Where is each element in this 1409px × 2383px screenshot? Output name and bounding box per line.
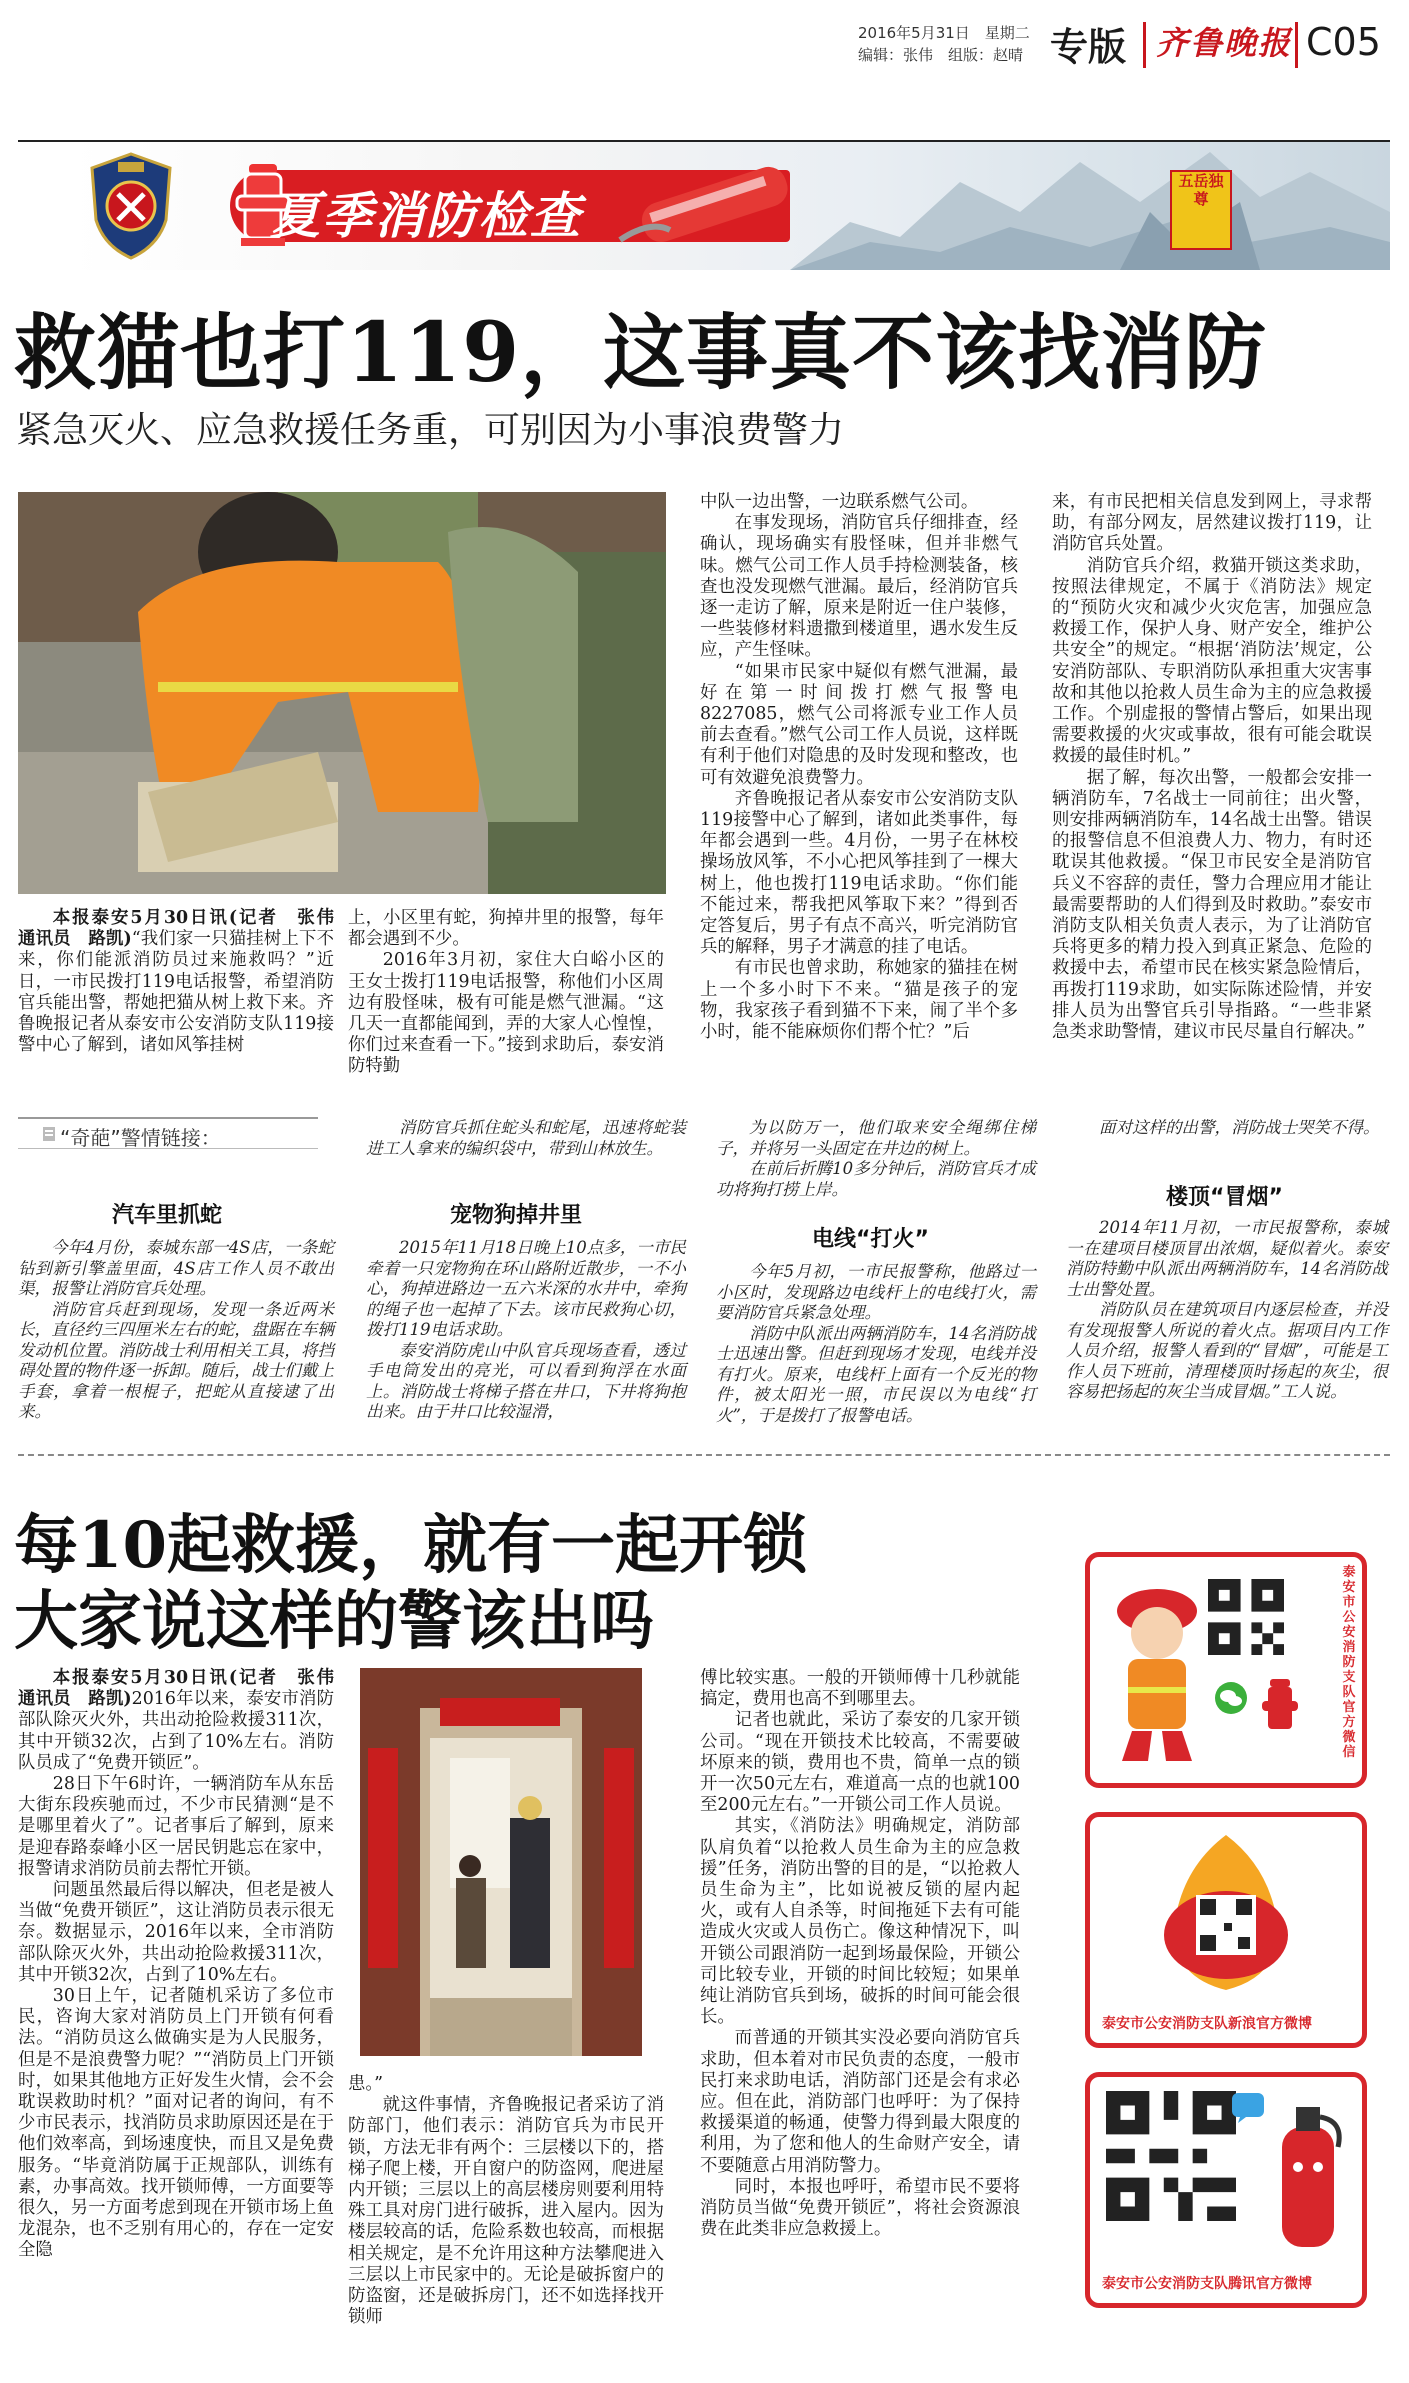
- mount-tai-illustration: [790, 142, 1390, 270]
- qr-code-icon: [1208, 1579, 1284, 1655]
- article1-paragraph: 中队一边出警，一边联系燃气公司。: [700, 492, 979, 512]
- sidebar-story-body: [1066, 1118, 1388, 1139]
- article1-column-3: [700, 492, 1018, 1043]
- sina-weibo-caption: 泰安市公安消防支队新浪官方微博: [1102, 2016, 1312, 2032]
- dateline: 本报泰安5月30日讯(记者 张伟 通讯员 路凯): [18, 1668, 352, 1710]
- sidebar-paragraph: 泰安消防虎山中队官兵现场查看，透过手电筒发出的亮光，可以看到狗浮在水面上。消防战士将梯子搭在井口，下井将狗抱出来。由于井口比较湿滑，: [366, 1340, 686, 1421]
- article2-body-text: 2016年以来，泰安市消防部队除灭火外，共出动抢险救援311次，其中开锁32次，占到了10%左右。消防队员成了“免费开锁匠”。: [18, 1689, 334, 1773]
- article1-column-1: [18, 908, 352, 1056]
- tencent-weibo-qr-card[interactable]: [1085, 2072, 1367, 2308]
- document-icon: [42, 1126, 56, 1142]
- article1-body-text: “我们家一只猫挂树上下不来，你们能派消防员过来施救吗？”近日，一市民拨打119电话报警，希望消防官兵能出警，帮她把猫从树上救下来。齐鲁晚报记者从泰安市公安消防支队119接警中心了解到，诸如风筝挂树: [18, 929, 334, 1056]
- article2-paragraph: 问题虽然最后得以解决，但老是被人当做“免费开锁匠”，这让消防员表示很无奈。数据显示，2016年以来，全市消防部队除灭火外，共出动抢险救援311次，其中开锁32次，占到了10%左右。: [18, 1880, 334, 1985]
- wechat-icon: [1214, 1681, 1248, 1715]
- wuyue-badge-text: 五岳独尊: [1178, 172, 1224, 208]
- sidebar-paragraph: 今年4月份，泰城东部一4S店，一条蛇钻到新引擎盖里面，4S店工作人员不敢出渠，报警让消防官兵处理。: [18, 1238, 334, 1298]
- article2-paragraph: 其实，《消防法》明确规定，消防部队肩负着“以抢救人员生命为主的应急救援”任务，消防出警的目的是，“以抢救人员生命为主”，比如说被反锁的屋内起火，或有人自杀等，时间拖延下去有可能造成火灾或人员伤亡。像这种情况下，叫开锁公司跟消防一起到场最保险，开锁公司比较专业，开锁的时间比较短；如果单纯让消防官兵到场，破拆的时间可能会很长。: [700, 1816, 1020, 2028]
- sidebar-paragraph: 今年5月初，一市民报警称，他路过一小区时，发现路边电线杆上的电线打火，需要消防官兵紧急处理。: [716, 1262, 1036, 1322]
- sidebar-paragraph: 消防官兵赶到现场，发现一条近两米长，直径约三四厘米左右的蛇，盘踞在车辆发动机位置。消防战士利用相关工具，将挡碍处置的物件逐一拆卸。随后，战士们戴上手套，拿着一根棍子，把蛇从直接逮了出来。: [18, 1299, 334, 1421]
- sidebar-paragraph: 在前后折腾10多分钟后，消防官兵才成功将狗打捞上岸。: [716, 1159, 1036, 1199]
- article2-paragraph: 28日下午6时许，一辆消防车从东岳大街东段疾驰而过，不少市民猜测“是不是哪里着火了”。记者事后了解到，原来是迎春路泰峰小区一居民钥匙忘在家中，报警请求消防员前去帮忙开锁。: [18, 1774, 334, 1879]
- sidebar-story-title: 汽车里抓蛇: [112, 1203, 223, 1228]
- article1-column-4: [1052, 492, 1372, 1043]
- article1-paragraph: 来，有市民把相关信息发到网上，寻求帮助，有部分网友，居然建议拨打119，让消防官兵处置。: [1052, 492, 1372, 555]
- qr-code-icon: [1106, 2091, 1236, 2221]
- sidebar-story-body: [18, 1238, 334, 1423]
- article2-paragraph: 患。”: [348, 2074, 383, 2094]
- sina-weibo-qr-card[interactable]: [1085, 1812, 1367, 2048]
- firefighter-rescue-photo: [18, 492, 666, 894]
- article1-paragraph: 据了解，每次出警，一般都会安排一辆消防车，7名战士一同前往；出火警，则安排两辆消防车，14名战士出警。错误的报警信息不但浪费人力、物力，有时还耽误其他救援。“保卫市民安全是消防官兵义不容辞的责任，警力合理应用才能让最需要帮助的人们得到及时救助。”泰安市消防支队相关负责人表示，为了让消防官兵将更多的精力投入到真正紧急、危险的救援中去，希望市民在核实紧急险情后，再拨打119求助，如实际陈述险情，并安排人员为出警官兵引导指路。“一些非紧急类求助警情，建议市民尽量自行解决。”: [1052, 767, 1372, 1043]
- article2-paragraph: 傅比较实惠。一般的开锁师傅十几秒就能搞定，费用也高不到哪里去。: [700, 1668, 1020, 1710]
- sidebar-label: “奇葩”警情链接：: [60, 1126, 221, 1150]
- article1-paragraph: 在事发现场，消防官兵仔细排查，经确认，现场确实有股怪味，但并非燃气味。燃气公司工作人员手持检测装备，核查也没发现燃气泄漏。最后，经消防官兵逐一走访了解，原来是附近一住户装修，一些装修材料遗撒到楼道里，遇水发生反应，产生怪味。: [700, 513, 1018, 661]
- dateline: 本报泰安5月30日讯(记者 张伟 通讯员 路凯): [18, 908, 352, 950]
- article2-headline-line1: 每10起救援，就有一起开锁: [14, 1508, 808, 1583]
- wechat-caption: 泰安市公安消防支队官方微信: [1342, 1565, 1356, 1760]
- page-number: C05: [1306, 20, 1381, 64]
- section-divider: [18, 1454, 1390, 1456]
- article1-paragraph: 消防官兵介绍，救猫开锁这类求助，按照法律规定，不属于《消防法》规定的“预防火灾和减少火灾危害，加强应急救援工作，保护人身、财产安全，维护公共安全”的规定。“根据‘消防法’规定，公安消防部队、专职消防队承担重大灾害事故和其他以抢救人员生命为主的应急救援工作。个别虚报的警情占警后，如果出现需要救援的火灾或事故，很有可能会耽误救援的最佳时机。”: [1052, 555, 1372, 767]
- fire-extinguisher-icon: [610, 160, 810, 252]
- section-banner: [70, 142, 1390, 270]
- article2-paragraph: 同时，本报也呼吁，希望市民不要将消防员当做“免费开锁匠”，将社会资源浪费在此类非应急救援上。: [700, 2176, 1020, 2240]
- weibo-logo-icon: [1126, 1825, 1326, 1995]
- article2-paragraph: 而普通的开锁其实没必要向消防官兵求助，但本着对市民负责的态度，一般市民打来求助电话，消防部门还是会有求必应。但在此，消防部门也呼吁：为了保持救援渠道的畅通，使警力得到最大限度的利用，为了您和他人的生命财产安全，请不要随意占用消防警力。: [700, 2028, 1020, 2176]
- section-label: 专版: [1050, 25, 1127, 69]
- banner-title: 夏季消防检查: [270, 187, 582, 245]
- issue-date: 2016年5月31日 星期二: [858, 24, 1030, 42]
- sidebar-paragraph: 2014年11月初，一市民报警称，泰城一在建项目楼顶冒出浓烟，疑似着火。泰安消防特勤中队派出两辆消防车，14名消防战士出警处置。: [1066, 1218, 1388, 1299]
- sidebar-story-body: [1066, 1218, 1388, 1403]
- article1-column-2: [348, 908, 664, 1078]
- masthead-divider: [1295, 22, 1298, 68]
- newspaper-name: 齐鲁晚报: [1156, 24, 1293, 62]
- fire-extinguisher-mascot-icon: [1268, 2097, 1348, 2267]
- sidebar-paragraph: 消防官兵抓住蛇头和蛇尾，迅速将蛇装进工人拿来的编织袋中，带到山林放生。: [366, 1118, 686, 1158]
- sidebar-paragraph: 面对这样的出警，消防战士哭笑不得。: [1099, 1118, 1380, 1137]
- article2-paragraph: 就这件事情，齐鲁晚报记者采访了消防部门，他们表示：消防官兵为市民开锁，方法无非有两个：三层楼以下的，搭梯子爬上楼，开自窗户的防盗网，爬进屋内开锁；三层以上的高层楼房则要利用特殊工具对房门进行破拆，进入屋内。因为楼层较高的话，危险系数也较高，而根据相关规定，是不允许用这种方法攀爬进入三层以上市民家中的。无论是破拆窗户的防盗窗，还是破拆房门，还不如选择找开锁师: [348, 2095, 664, 2328]
- sidebar-story-body: [366, 1118, 686, 1159]
- sidebar-story-title: 宠物狗掉井里: [450, 1203, 583, 1228]
- sidebar-story-body: [716, 1262, 1036, 1426]
- article1-headline: 救猫也打119，这事真不该找消防: [14, 305, 1268, 401]
- article2-paragraph: 30日上午，记者随机采访了多位市民，咨询大家对消防员上门开锁有何看法。“消防员这么做确实是为人民服务，但是不是浪费警力呢？”“消防员上门开锁时，如果其他地方正好发生火情，会不会耽误救助时机？”面对记者的询问，有不少市民表示，找消防员求助原因还是在于他们效率高，到场速度快，而且又是免费服务。“毕竟消防属于正规部队，训练有素，办事高效。找开锁师傅，一方面要等很久，另一方面考虑到现在开锁市场上鱼龙混杂，也不乏别有用心的，存在一定安全隐: [18, 1986, 334, 2261]
- fire-department-emblem: [88, 150, 174, 262]
- masthead-divider: [1143, 22, 1146, 68]
- editors-credit: 编辑：张伟 组版：赵晴: [858, 46, 1024, 64]
- article2-paragraph: 记者也就此，采访了泰安的几家开锁公司。“现在开锁技术比较高，不需要破坏原来的锁，费用也不贵，简单一点的锁开一次50元左右，难道高一点的也就100至200元左右。”一开锁公司工作人员说。: [700, 1710, 1020, 1816]
- tencent-weibo-icon: [1230, 2091, 1266, 2123]
- sidebar-paragraph: 为以防万一，他们取来安全绳绑住梯子，并将另一头固定在井边的树上。: [716, 1118, 1036, 1158]
- sidebar-story-title: 电线“打火”: [812, 1227, 929, 1252]
- article1-paragraph: 有市民也曾求助，称她家的猫挂在树上一个多小时下不来。“猫是孩子的宠物，我家孩子看到猫不下来，闹了半个多小时，能不能麻烦你们帮个忙？”后: [700, 958, 1018, 1043]
- article1-paragraph: 2016年3月初，家住大白峪小区的王女士拨打119电话报警，称他们小区周边有股怪味，极有可能是燃气泄漏。“这几天一直都能闻到，弄的大家人心惶惶，你们过来查看一下。”接到求助后，泰安消防特勤: [348, 950, 664, 1077]
- wechat-qr-card[interactable]: [1085, 1552, 1367, 1788]
- article2-column-2: [348, 2074, 664, 2328]
- door-unlock-photo: [360, 1668, 642, 2056]
- sidebar-paragraph: 2015年11月18日晚上10点多，一市民牵着一只宠物狗在环山路附近散步，一不小心，狗掉进路边一五六米深的水井中，牵狗的绳子也一起掉了下去。该市民救狗心切，拨打119电话求助。: [366, 1238, 686, 1339]
- article1-paragraph: 齐鲁晚报记者从泰安市公安消防支队119接警中心了解到，诸如此类事件，每年都会遇到一些。4月份，一男子在林校操场放风筝，不小心把风筝挂到了一棵大树上，他也拨打119电话求助。“你们能不能过来，帮我把风筝取下来？”得到否定答复后，男子有点不高兴，听完消防官兵的解释，男子才满意的挂了电话。: [700, 788, 1018, 958]
- article1-paragraph: 上，小区里有蛇，狗掉井里的报警，每年都会遇到不少。: [348, 908, 664, 950]
- sidebar-story-body: [716, 1118, 1036, 1200]
- article2-column-3: [700, 1668, 1020, 2240]
- sidebar-story-title: 楼顶“冒烟”: [1166, 1185, 1283, 1210]
- article2-headline-line2: 大家说这样的警该出吗: [14, 1584, 654, 1659]
- article2-column-1: [18, 1668, 352, 2262]
- article1-subhead: 紧急灭火、应急救援任务重，可别因为小事浪费警力: [16, 410, 845, 451]
- sidebar-paragraph: 消防中队派出两辆消防车，14名消防战士迅速出警。但赶到现场才发现，电线并没有打火。原来，电线杆上面有一个反光的物件，被太阳光一照，市民误以为电线“打火”，于是拨打了报警电话。: [716, 1323, 1036, 1425]
- firefighter-mascot-icon: [1102, 1571, 1212, 1771]
- sidebar-paragraph: 消防队员在建筑项目内逐层检查，并没有发现报警人所说的着火点。据项目内工作人员介绍，报警人看到的“冒烟”，可能是工作人员下班前，清理楼顶时扬起的灰尘，很容易把扬起的灰尘当成冒烟。”工人说。: [1066, 1300, 1388, 1401]
- article1-paragraph: “如果市民家中疑似有燃气泄漏，最好在第一时间拨打燃气报警电8227085，燃气公司将派专业工作人员前去查看。”燃气公司工作人员说，这样既有利于他们对隐患的及时发现和整改，也可有效避免浪费警力。: [700, 661, 1018, 788]
- sidebar-story-body: [366, 1238, 686, 1423]
- fire-hydrant-icon: [1260, 1675, 1300, 1735]
- tencent-weibo-caption: 泰安市公安消防支队腾讯官方微博: [1102, 2276, 1312, 2292]
